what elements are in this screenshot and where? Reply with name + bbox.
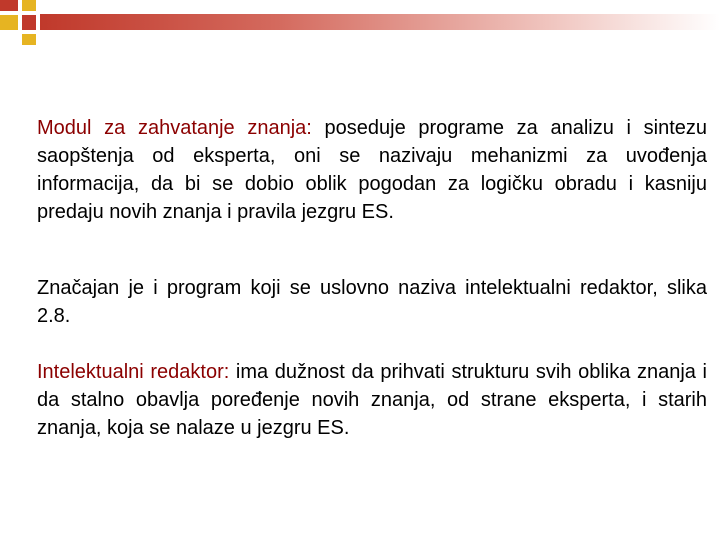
decor-square-yellow bbox=[22, 0, 36, 11]
term-label: Modul za zahvatanje znanja: bbox=[37, 117, 312, 139]
paragraph-text: ima dužnost da prihvati strukturu svih oblika znanja i da stalno obavlja poređenje novih znanja, od strane eksperta, i starih znanja, koja se nalaze u jezgru ES. bbox=[37, 361, 707, 439]
term-label: Intelektualni redaktor: bbox=[37, 361, 230, 383]
decor-square-red bbox=[22, 15, 36, 30]
decor-square-yellow bbox=[22, 34, 36, 45]
decor-gradient-bar bbox=[40, 14, 720, 30]
decor-square-red bbox=[0, 0, 18, 11]
decor-square-yellow bbox=[0, 15, 18, 30]
paragraph-text: poseduje programe za analizu i sintezu saopštenja od eksperta, oni se nazivaju mehanizmi za uvođenja informacija, da bi se dobio oblik pogodan za logičku obradu i kasniju predaju novih znanja i pravila jezgru ES. bbox=[37, 117, 707, 223]
paragraph-intellectual-editor bbox=[37, 358, 707, 442]
paragraph-text: Značajan je i program koji se uslovno naziva intelektualni redaktor, slika 2.8. bbox=[37, 277, 707, 327]
paragraph-intellectual-editor-intro bbox=[37, 274, 707, 330]
slide-header-decoration bbox=[0, 0, 720, 50]
paragraph-knowledge-acquisition-module bbox=[37, 114, 707, 226]
slide-body bbox=[37, 114, 707, 442]
